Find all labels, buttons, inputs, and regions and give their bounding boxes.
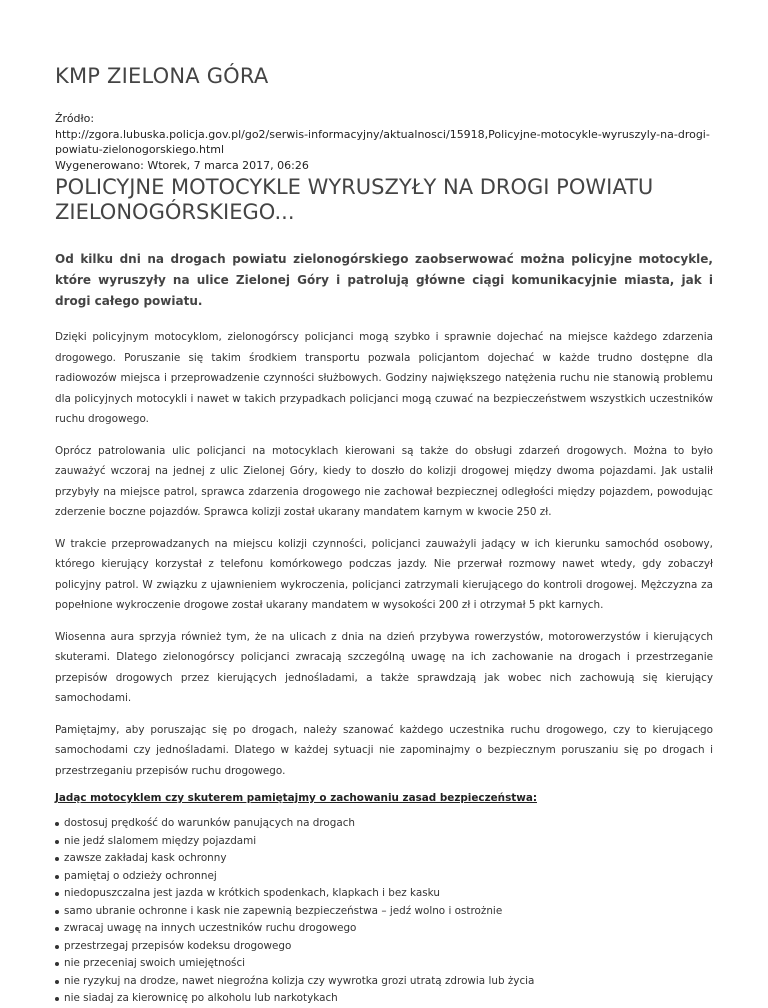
- bullet-icon: [55, 997, 59, 1001]
- source-meta: [55, 111, 715, 173]
- list-item: [55, 868, 713, 886]
- article-paragraph: Wiosenna aura sprzyja również tym, że na ulicach z dnia na dzień przybywa rowerzystów, motorowerzystów i kierujących skuterami. Dlatego zielonogórscy policjanci zwracają szczególną uwagę na ich zachowanie na drogach i przestrzeganie przepisów drogowych przez kierujących jednośladami, a także sprawdzają jak wobec nich zachowują się kierujący samochodami.: [55, 630, 713, 704]
- list-item-text: dostosuj prędkość do warunków panujących na drogach: [64, 817, 356, 829]
- source-label: Źródło:: [55, 112, 95, 125]
- list-item: [55, 938, 713, 956]
- bullet-icon: [55, 945, 59, 949]
- list-item-text: nie siadaj za kierownicę po alkoholu lub narkotykach: [64, 992, 338, 1004]
- bullet-icon: [55, 910, 59, 914]
- bullet-icon: [55, 962, 59, 966]
- article-body: [55, 249, 713, 1008]
- article-paragraph: Dzięki policyjnym motocyklom, zielonogórscy policjanci mogą szybko i sprawnie dojechać na miejsce każdego zdarzenia drogowego. Poruszanie się takim środkiem transportu pozwala policjantom dojechać w każde trudno dostępne dla radiowozów miejsca i przeprowadzenie czynności służbowych. Godziny największego natężenia ruchu nie stanowią problemu dla policyjnych motocykli i nawet w takich przypadkach policjanci mogą czuwać na bezpieczeństwem wszystkich uczestników ruchu drogowego.: [55, 331, 713, 425]
- list-item-text: samo ubranie ochronne i kask nie zapewnią bezpieczeństwa – jedź wolno i ostrożnie: [64, 904, 503, 917]
- list-item: [55, 903, 713, 921]
- list-item: [55, 973, 713, 991]
- list-item-text: zwracaj uwagę na innych uczestników ruchu drogowego: [64, 922, 357, 934]
- source-url[interactable]: http://zgora.lubuska.policja.gov.pl/go2/serwis-informacyjny/aktualnosci/15918,Policyjne-motocykle-wyruszyly-na-drogi-powiatu-zielonogorskiego.html: [55, 127, 710, 156]
- safety-tips-list: [55, 815, 713, 1008]
- list-item: [55, 885, 713, 903]
- list-item-text: przestrzegaj przepisów kodeksu drogowego: [64, 939, 292, 952]
- article-paragraph: W trakcie przeprowadzanych na miejscu kolizji czynności, policjanci zauważyli jadący w ich kierunku samochód osobowy, którego kierujący korzystał z telefonu komórkowego podczas jazdy. Nie przerwał rozmowy nawet wtedy, gdy zobaczył policyjny patrol. W związku z ujawnieniem wykroczenia, policjanci zatrzymali kierującego do kontroli drogowej. Mężczyzna za popełnione wykroczenie drogowe został ukarany mandatem w wysokości 200 zł i otrzymał 5 pkt karnych.: [55, 537, 713, 611]
- list-item-text: nie jedź slalomem między pojazdami: [64, 834, 257, 847]
- list-item-text: niedopuszczalna jest jazda w krótkich spodenkach, klapkach i bez kasku: [64, 887, 440, 899]
- bullet-icon: [55, 892, 59, 896]
- list-item: [55, 833, 713, 851]
- safety-list-heading: Jadąc motocyklem czy skuterem pamiętajmy o zachowaniu zasad bezpieczeństwa:: [55, 792, 537, 804]
- list-item-text: pamiętaj o odzieży ochronnej: [64, 869, 217, 882]
- site-title: KMP ZIELONA GÓRA: [55, 64, 269, 88]
- article-paragraph: Oprócz patrolowania ulic policjanci na motocyklach kierowani są także do obsługi zdarzeń drogowych. Można to było zauważyć wczoraj na jednej z ulic Zielonej Góry, kiedy to doszło do kolizji drogowej między dwoma pojazdami. Jak ustalił przybyły na miejsce patrol, sprawca zdarzenia drogowego nie zachował bezpiecznej odległości między pojazdem, powodując zderzenie boczne pojazdów. Sprawca kolizji został ukarany mandatem karnym w kwocie 250 zł.: [55, 444, 713, 518]
- list-item-text: nie ryzykuj na drodze, nawet niegroźna kolizja czy wywrotka grozi utratą zdrowia lub życia: [64, 974, 535, 987]
- bullet-icon: [55, 980, 59, 984]
- generated-timestamp: Wygenerowano: Wtorek, 7 marca 2017, 06:26: [55, 158, 309, 172]
- article-title: POLICYJNE MOTOCYKLE WYRUSZYŁY NA DROGI POWIATU ZIELONOGÓRSKIEGO...: [55, 175, 654, 224]
- article-paragraph: Pamiętajmy, aby poruszając się po drogach, należy szanować każdego uczestnika ruchu drogowego, czy to kierującego samochodami czy jednośladami. Dlatego w każdej sytuacji nie zapominajmy o bezpiecznym poruszaniu się po drogach i przestrzeganiu przepisów ruchu drogowego.: [55, 723, 713, 777]
- list-item: [55, 850, 713, 868]
- bullet-icon: [55, 822, 59, 826]
- list-item: [55, 815, 713, 833]
- list-item: [55, 955, 713, 973]
- list-item: [55, 990, 713, 1008]
- list-item-text: nie przeceniaj swoich umiejętności: [64, 957, 246, 969]
- bullet-icon: [55, 857, 59, 861]
- bullet-icon: [55, 875, 59, 879]
- list-item-text: zawsze zakładaj kask ochronny: [64, 852, 227, 864]
- article-lead: Od kilku dni na drogach powiatu zielonogórskiego zaobserwować można policyjne motocykle, które wyruszyły na ulice Zielonej Góry i patrolują główne ciągi komunikacyjnie miasta, jak i drogi całego powiatu.: [55, 252, 713, 308]
- list-item: [55, 920, 713, 938]
- bullet-icon: [55, 927, 59, 931]
- bullet-icon: [55, 840, 59, 844]
